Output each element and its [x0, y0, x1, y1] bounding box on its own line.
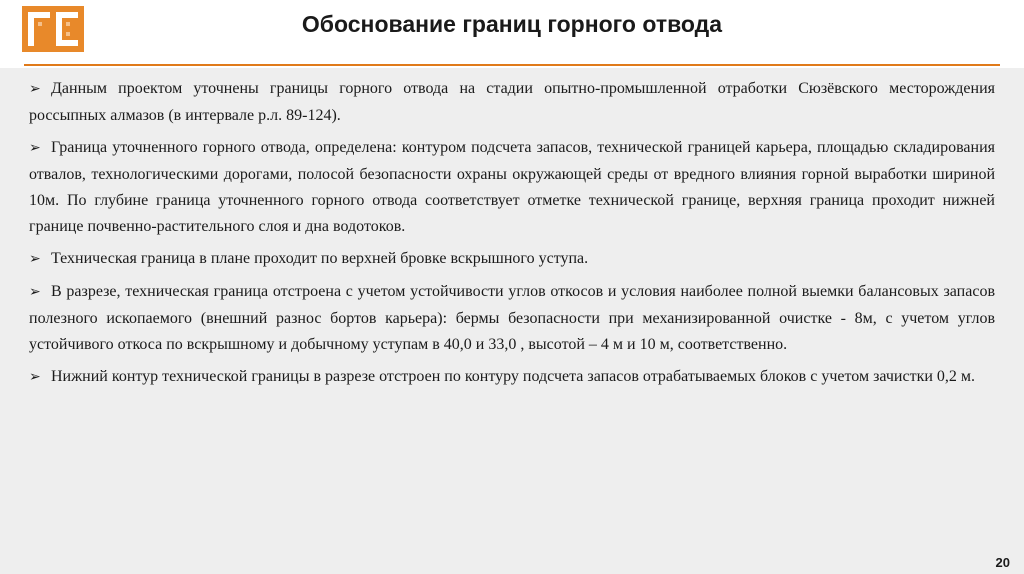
- bullet-arrow-icon: ➢: [29, 252, 41, 267]
- list-item: [29, 364, 995, 391]
- list-item: [29, 246, 995, 273]
- page-number: 20: [995, 555, 1010, 570]
- bullet-list: [29, 76, 995, 397]
- slide-body: [0, 68, 1024, 574]
- list-item: [29, 279, 995, 358]
- bullet-arrow-icon: ➢: [29, 370, 41, 385]
- header-divider: [24, 64, 1000, 66]
- bullet-arrow-icon: ➢: [29, 141, 41, 156]
- bullet-text: В разрезе, техническая граница отстроена с учетом устойчивости углов откосов и условия наиболее полной выемки балансовых запасов полезного ископаемого (внешний разнос бортов карьера): бермы безопасности при механизированной очистке - 8м, с учетом углов устойчивого откоса по вскрышному и добычному уступам в 40,0 и 33,0 , высотой – 4 м и 10 м, соответственно.: [29, 283, 995, 353]
- bullet-arrow-icon: ➢: [29, 285, 41, 300]
- bullet-text: Данным проектом уточнены границы горного отвода на стадии опытно-промышленной отработки Сюзёвского месторождения россыпных алмазов (в интервале р.л. 89-124).: [29, 80, 995, 124]
- bullet-arrow-icon: ➢: [29, 82, 41, 97]
- bullet-text: Граница уточненного горного отвода, определена: контуром подсчета запасов, технической границей карьера, площадью складирования отвалов, технологическими дорогами, полосой безопасности охраны окружающей среды от вредного влияния горной выработки шириной 10м. По глубине граница уточненного горного отвода соответствует отметке технической границе, верхняя граница проходит нижней границе почвенно-растительного слоя и дна водотоков.: [29, 139, 995, 235]
- slide-header: [0, 0, 1024, 62]
- bullet-text: Техническая граница в плане проходит по верхней бровке вскрышного уступа.: [51, 250, 589, 267]
- page-title: Обоснование границ горного отвода: [301, 11, 723, 37]
- bullet-text: Нижний контур технической границы в разрезе отстроен по контуру подсчета запасов отрабатываемых блоков с учетом зачистки 0,2 м.: [51, 368, 976, 385]
- list-item: [29, 135, 995, 240]
- list-item: [29, 76, 995, 129]
